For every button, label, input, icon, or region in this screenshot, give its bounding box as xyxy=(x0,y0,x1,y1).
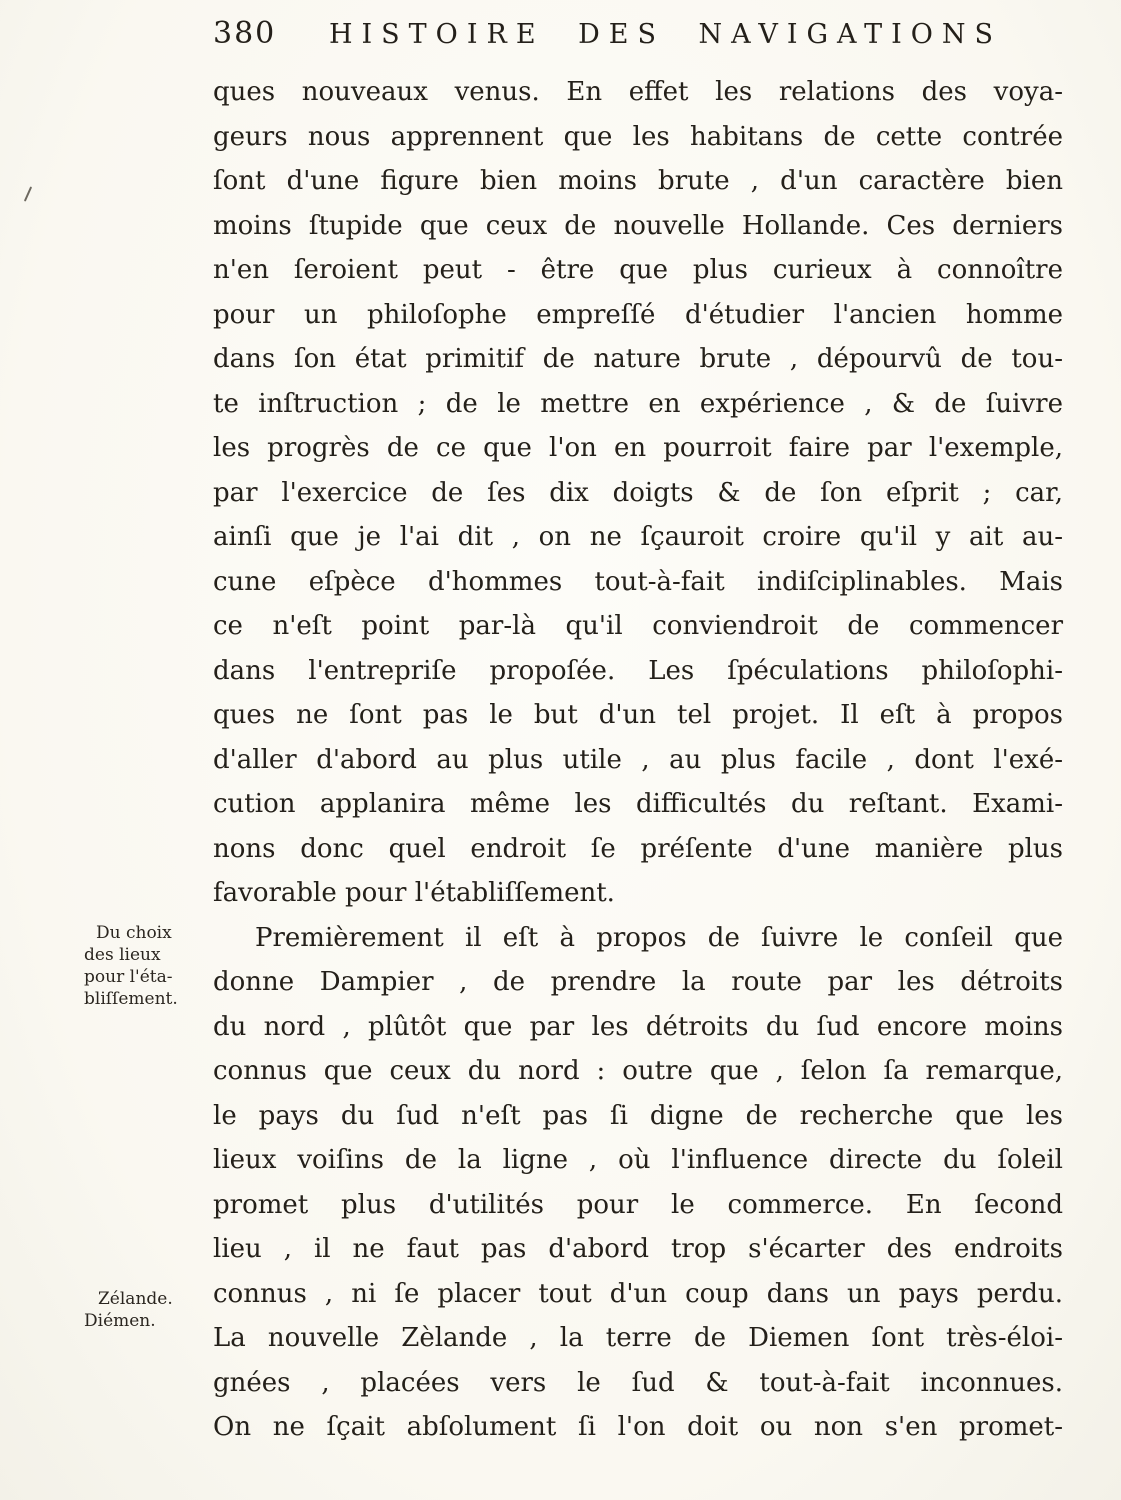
text-line: gnées , placées vers le ſud & tout-à-fait inconnues. xyxy=(213,1367,1063,1398)
margin-note-line: Zélande. xyxy=(98,1289,173,1309)
text-line: connus , ni ſe placer tout d'un coup dans un pays perdu. xyxy=(213,1278,1063,1309)
text-line: ainſi que je l'ai dit , on ne ſçauroit croire qu'il y ait au- xyxy=(213,522,1063,552)
text-line: favorable pour l'établiſſement. xyxy=(213,878,615,908)
body-text xyxy=(213,70,1063,1450)
text-line: dans l'entrepriſe propoſée. Les ſpéculations philoſophi- xyxy=(213,655,1063,686)
text-line: geurs nous apprennent que les habitans de cette contrée xyxy=(213,121,1063,152)
text-line: du nord , plûtôt que par les détroits du ſud encore moins xyxy=(213,1011,1063,1042)
text-line: cution applanira même les difficultés du reſtant. Exami- xyxy=(213,789,1063,819)
margin-note-line: pour l'éta- xyxy=(84,967,173,987)
text-line: dans ſon état primitif de nature brute , dépourvû de tou- xyxy=(213,344,1063,374)
text-line: ce n'eſt point par-là qu'il conviendroit de commencer xyxy=(213,611,1063,641)
text-line: La nouvelle Zèlande , la terre de Diemen ſont très-éloi- xyxy=(213,1323,1063,1353)
page-header xyxy=(213,16,1063,51)
margin-note-line: Diémen. xyxy=(84,1311,156,1331)
text-line: promet plus d'utilités pour le commerce. En ſecond xyxy=(213,1189,1063,1220)
running-title: HISTOIRE DES NAVIGATIONS xyxy=(328,19,1003,50)
margin-note-zelande-diemen xyxy=(84,1288,208,1332)
text-line: n'en ſeroient peut - être que plus curieux à connoître xyxy=(213,255,1063,285)
text-line: ſont d'une figure bien moins brute , d'un caractère bien xyxy=(213,166,1063,196)
text-line: nons donc quel endroit ſe préſente d'une manière plus xyxy=(213,833,1063,864)
text-line: lieu , il ne faut pas d'abord trop s'écarter des endroits xyxy=(213,1234,1063,1264)
text-line: On ne ſçait abſolument ſi l'on doit ou non s'en promet- xyxy=(213,1412,1063,1442)
text-line: les progrès de ce que l'on en pourroit faire par l'exemple, xyxy=(213,433,1063,463)
text-line: le pays du ſud n'eſt pas ſi digne de recherche que les xyxy=(213,1100,1063,1131)
page-number: 380 xyxy=(213,16,277,51)
stray-ink-mark xyxy=(24,186,32,201)
text-line: pour un philoſophe empreſſé d'étudier l'ancien homme xyxy=(213,299,1063,330)
margin-note-choice-of-places xyxy=(84,922,208,1010)
text-line: moins ſtupide que ceux de nouvelle Hollande. Ces derniers xyxy=(213,210,1063,241)
text-line: cune eſpèce d'hommes tout-à-fait indiſciplinables. Mais xyxy=(213,566,1063,597)
text-line: donne Dampier , de prendre la route par les détroits xyxy=(213,967,1063,997)
text-line: par l'exercice de ſes dix doigts & de ſon eſprit ; car, xyxy=(213,477,1063,508)
text-line: lieux voiſins de la ligne , où l'influence directe du ſoleil xyxy=(213,1145,1063,1175)
margin-note-line: des lieux xyxy=(84,945,161,965)
margin-note-line: bliſſement. xyxy=(84,989,178,1009)
margin-note-line: Du choix xyxy=(96,923,172,943)
text-line: Premièrement il eſt à propos de ſuivre le conſeil que xyxy=(255,922,1063,953)
text-line: connus que ceux du nord : outre que , ſelon ſa remarque, xyxy=(213,1056,1063,1086)
text-line: d'aller d'abord au plus utile , au plus facile , dont l'exé- xyxy=(213,744,1063,775)
text-line: ques ne ſont pas le but d'un tel projet. Il eſt à propos xyxy=(213,700,1063,730)
text-line: ques nouveaux venus. En effet les relations des voya- xyxy=(213,77,1063,107)
text-line: te inſtruction ; de le mettre en expérience , & de ſuivre xyxy=(213,388,1063,419)
